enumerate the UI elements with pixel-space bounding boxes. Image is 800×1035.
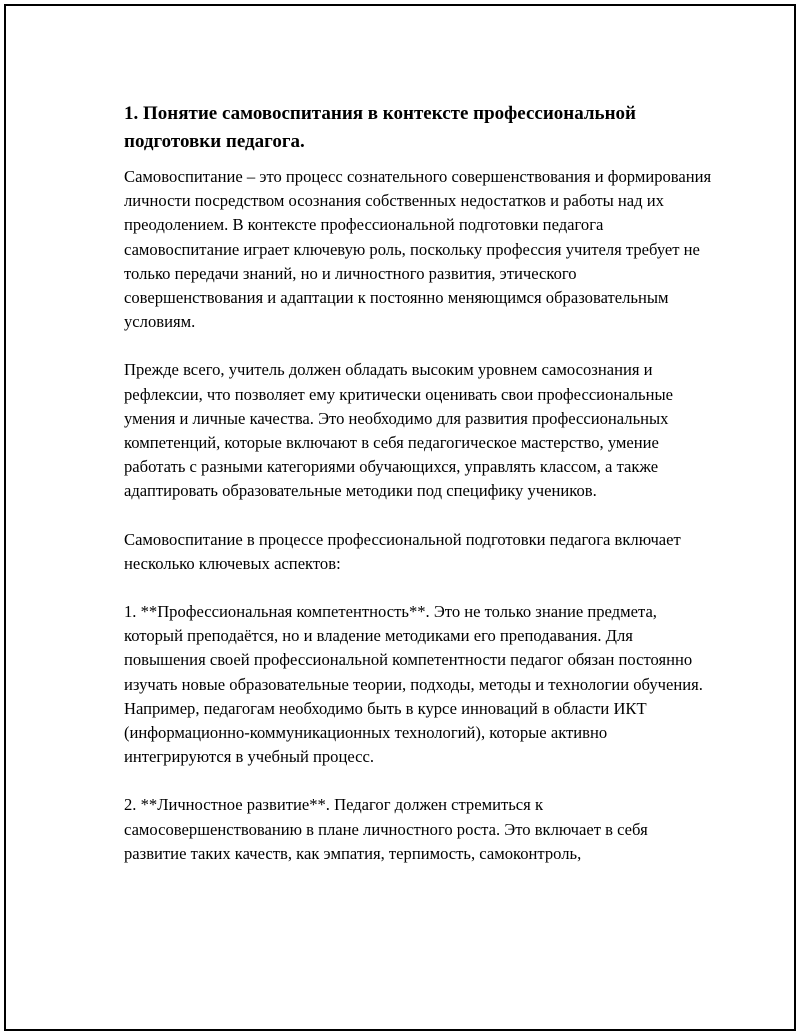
section-heading: 1. Понятие самовоспитания в контексте профессиональной подготовки педагога. xyxy=(124,103,636,152)
paragraph-key-aspects-intro: Самовоспитание в процессе профессиональной подготовки педагога включает несколько ключевых аспектов: xyxy=(124,529,681,573)
paragraph-definition: Самовоспитание – это процесс сознательного совершенствования и формирования личности посредством осознания собственных недостатков и работы над их преодолением. В контексте профессиональной подготовки педагога самовоспитание играет ключевую роль, поскольку профессия учителя требует не только передачи знаний, но и личностного развития, этического совершенствования и адаптации к постоянно меняющимся образовательным условиям. xyxy=(124,167,712,332)
paragraph-personal-development: 2. **Личностное развитие**. Педагог должен стремиться к самосовершенствованию в плане личностного роста. Это включает в себя развитие таких качеств, как эмпатия, терпимость, самоконтроль, xyxy=(124,795,648,863)
page-frame xyxy=(4,4,796,1031)
document-body xyxy=(124,100,714,890)
paragraph-professional-competence: 1. **Профессиональная компетентность**. Это не только знание предмета, который преподаётся, но и владение методиками его преподавания. Для повышения своей профессиональной компетентности педагог обязан постоянно изучать новые образовательные теории, подходы, методы и технологии обучения. Например, педагогам необходимо быть в курсе инноваций в области ИКТ (информационно-коммуникационных технологий), которые активно интегрируются в учебный процесс. xyxy=(124,602,703,767)
paragraph-self-awareness: Прежде всего, учитель должен обладать высоким уровнем самосознания и рефлексии, что позволяет ему критически оценивать свои профессиональные умения и личные качества. Это необходимо для развития профессиональных компетенций, которые включают в себя педагогическое мастерство, умение работать с разными категориями обучающихся, управлять классом, а также адаптировать образовательные методики под специфику учеников. xyxy=(124,360,673,501)
